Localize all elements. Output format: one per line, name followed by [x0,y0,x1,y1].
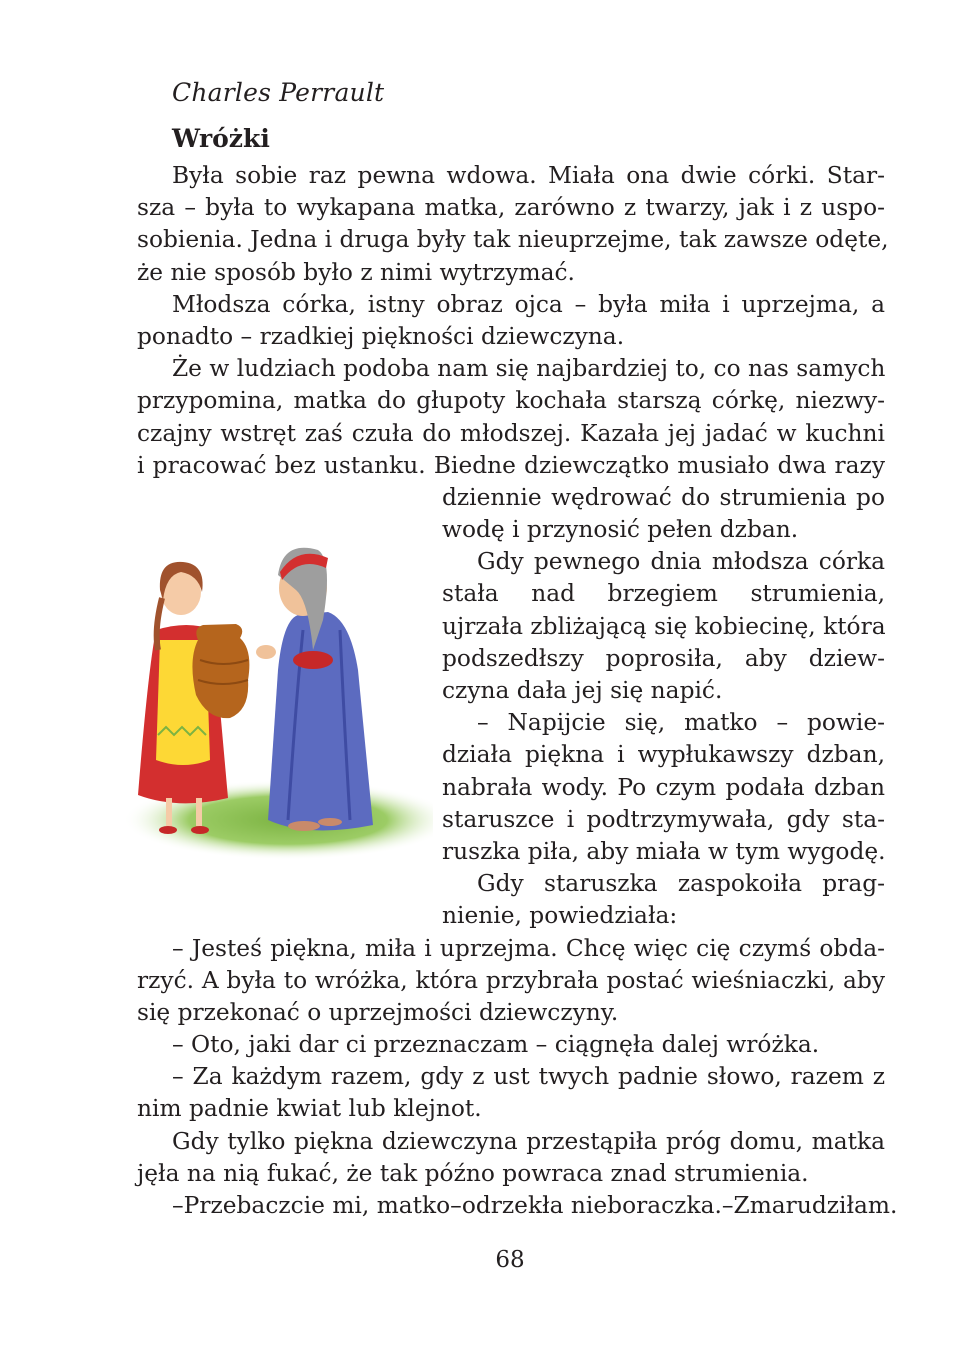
text-line: stała nad brzegiem strumienia, [442,580,885,608]
text-line: sobienia. Jedna i druga były tak nieuprzejme, tak zawsze odęte, [137,226,889,254]
text-line: – Oto, jaki dar ci przeznaczam – ciągnęła dalej wróżka. [172,1031,820,1059]
girl-and-old-woman-illustration [118,520,433,860]
text-line: –Przebaczcie mi, matko–odrzekła nieboraczka.–Zmarudziłam. [172,1192,898,1219]
text-line: nabrała wody. Po czym podała dzban [442,773,885,801]
text-line: ujrzała zbliżającą się kobiecinę, która [442,612,886,640]
text-line: jęła na nią fukać, że tak późno powraca znad strumienia. [137,1159,809,1187]
page-number: 68 [495,1247,525,1273]
text-line: – Jesteś piękna, miła i uprzejma. Chcę więc cię czymś obda- [172,934,885,962]
text-line: Gdy tylko piękna dziewczyna przestąpiła próg domu, matka [172,1127,885,1155]
text-line: dziennie wędrować do strumienia po [442,483,885,511]
text-line: Była sobie raz pewna wdowa. Miała ona dwie córki. Star- [172,162,885,189]
text-line: i pracować bez ustanku. Biedne dziewczątko musiało dwa razy [137,451,885,479]
text-line: działa piękna i wypłukawszy dzban, [442,741,885,769]
story-title: Wróżki [172,124,270,153]
text-line: ponadto – rzadkiej piękności dziewczyna. [137,322,625,350]
text-line: Gdy staruszka zaspokoiła prag- [477,870,885,898]
text-line: staruszce i podtrzymywała, gdy sta- [442,805,885,833]
text-line: sza – była to wykapana matka, zarówno z twarzy, jak i z uspo- [137,194,885,222]
text-line: podszedłszy poprosiła, aby dziew- [442,644,885,672]
text-line: czajny wstręt zaś czuła do młodszej. Kazała jej jadać w kuchni [137,419,885,447]
text-line: że nie sposób było z nimi wytrzymać. [137,258,575,286]
text-line: ruszka piła, aby miała w tym wygodę. [442,837,886,865]
text-line: przypomina, matka do głupoty kochała starszą córkę, niezwy- [137,387,885,415]
text-line: wodę i przynosić pełen dzban. [442,516,799,544]
author-name: Charles Perrault [172,78,385,107]
text-line: czyna dała jej się napić. [442,677,723,704]
text-line: – Za każdym razem, gdy z ust twych padnie słowo, razem z [172,1063,885,1091]
text-line: nim padnie kwiat lub klejnot. [137,1095,482,1123]
text-line: Gdy pewnego dnia młodsza córka [477,548,885,576]
text-line: się przekonać o uprzejmości dziewczyny. [137,998,619,1026]
text-line: – Napijcie się, matko – powie- [477,709,885,737]
text-line: nienie, powiedziała: [442,902,678,930]
text-line: Młodsza córka, istny obraz ojca – była miła i uprzejma, a [172,290,885,318]
text-line: rzyć. A była to wróżka, która przybrała postać wieśniaczki, aby [137,966,885,994]
text-line: Że w ludziach podoba nam się najbardziej to, co nas samych [172,355,886,383]
